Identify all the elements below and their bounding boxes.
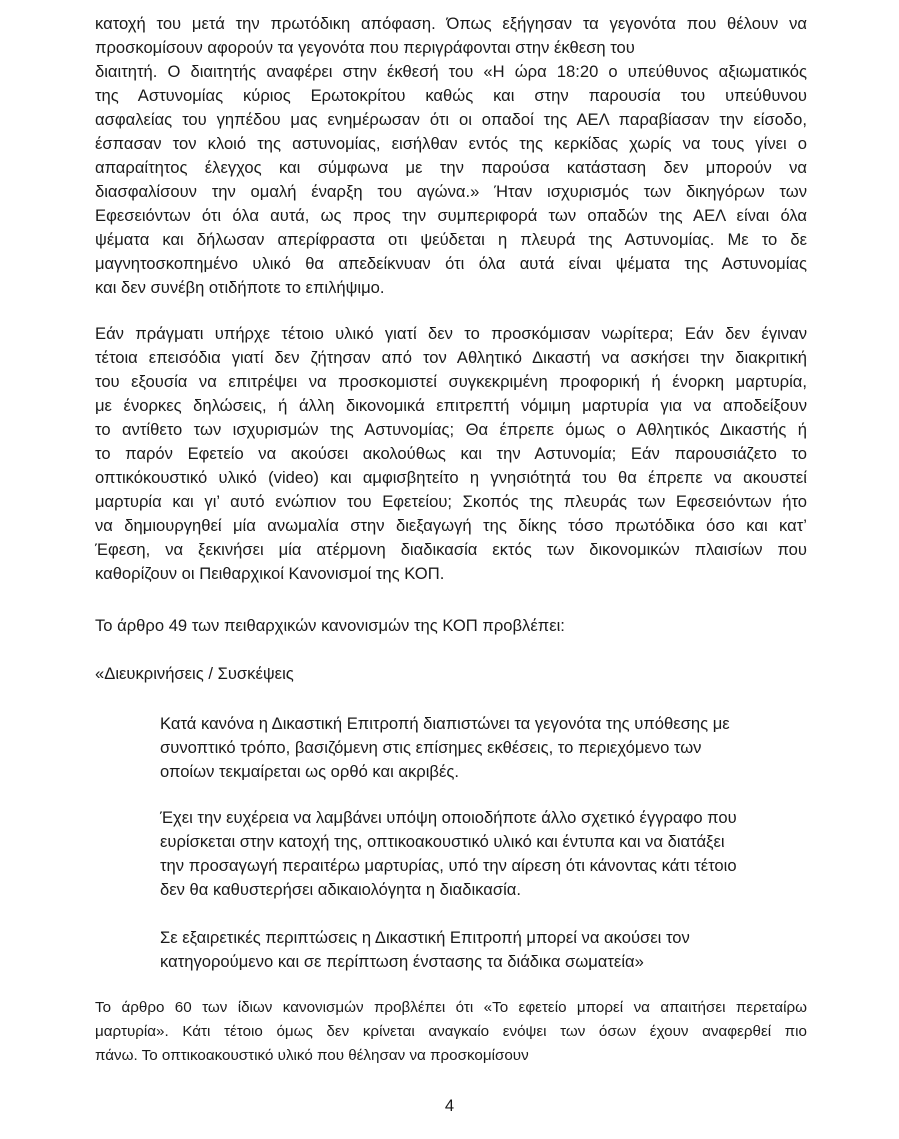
- text-line: έσπασαν τον κλοιό της αστυνομίας, εισήλθαν εντός της κερκίδας χωρίς να τους γίνει ο: [95, 134, 807, 153]
- text-line: Το άρθρο 60 των ίδιων κανονισμών προβλέπει ότι «Το εφετείο μπορεί να απαιτήσει περεταίρω: [95, 999, 807, 1016]
- text-line: μαγνητοσκοπημένο υλικό θα απεδείκνυαν ότι όλα αυτά είναι ψέματα της Αστυνομίας: [95, 254, 807, 273]
- quote-line: Έχει την ευχέρεια να λαμβάνει υπόψη οποιοδήποτε άλλο σχετικό έγγραφο που: [160, 808, 737, 827]
- quote-heading: «Διευκρινήσεις / Συσκέψεις: [95, 664, 294, 683]
- quote-line: ευρίσκεται στην κατοχή της, οπτικοακουστικό υλικό και έντυπα και να διατάξει: [160, 832, 725, 851]
- text-line: διασφαλίσουν την ομαλή έναρξη του αγώνα.» Ήταν ισχυρισμός των δικηγόρων των: [95, 182, 807, 201]
- text-line: Το άρθρο 49 των πειθαρχικών κανονισμών της ΚΟΠ προβλέπει:: [95, 616, 565, 635]
- text-line: τέτοια επεισόδια γιατί δεν ζήτησαν από τον Αθλητικό Δικαστή να ασκήσει την διακριτική: [95, 348, 807, 367]
- page-number: 4: [444, 1096, 455, 1115]
- text-line: της Αστυνομίας κύριος Ερωτοκρίτου καθώς και στην παρουσία του υπεύθυνου: [95, 86, 807, 105]
- text-line: με ένορκες δηλώσεις, ή άλλη δικονομικά επιτρεπτή νόμιμη μαρτυρία για να αποδείξουν: [95, 396, 807, 415]
- text-line: καθορίζουν οι Πειθαρχικοί Κανονισμοί της ΚΟΠ.: [95, 564, 445, 583]
- text-line: και δεν συνέβη οτιδήποτε το επιλήψιμο.: [95, 278, 385, 297]
- text-line: μαρτυρία». Κάτι τέτοιο όμως δεν κρίνεται αναγκαίο ενόψει των όσων έχουν αναφερθεί πιο: [95, 1023, 807, 1040]
- text-line: του εξουσία να επιτρέψει να προσκομιστεί συγκεκριμένη προφορική ή ένορκη μαρτυρία,: [95, 372, 807, 391]
- text-line: προσκομίσουν αφορούν τα γεγονότα που περιγράφονται στην έκθεση του: [95, 38, 635, 57]
- quote-line: την προσαγωγή περαιτέρω μαρτυρίας, υπό την αίρεση ότι κάνοντας κάτι τέτοιο: [160, 856, 737, 875]
- text-line: το αντίθετο των ισχυρισμών της Αστυνομίας; Θα έπρεπε όμως ο Αθλητικός Δικαστής ή: [95, 420, 807, 439]
- text-line: να δημιουργηθεί μία ανωμαλία στην διεξαγωγή της δίκης τόσο πρωτόδικα όσο και κατ’: [95, 516, 807, 535]
- text-line: διαιτητή. Ο διαιτητής αναφέρει στην έκθεσή του «Η ώρα 18:20 ο υπεύθυνος αξιωματικός: [95, 62, 807, 81]
- quote-line: οποίων τεκμαίρεται ως ορθό και ακριβές.: [160, 762, 459, 781]
- text-line: Έφεση, να ξεκινήσει μία ατέρμονη διαδικασία εκτός των δικονομικών πλαισίων που: [95, 540, 807, 559]
- text-line: το παρόν Εφετείο να ακούσει ακολούθως και την Αστυνομία; Εάν παρουσιάζετο το: [95, 444, 807, 463]
- text-line: Εάν πράγματι υπήρχε τέτοιο υλικό γιατί δεν το προσκόμισαν νωρίτερα; Εάν δεν έγιναν: [95, 324, 807, 343]
- quote-line: Σε εξαιρετικές περιπτώσεις η Δικαστική Επιτροπή μπορεί να ακούσει τον: [160, 928, 690, 947]
- text-line: πάνω. Το οπτικοακουστικό υλικό που θέλησαν να προσκομίσουν: [95, 1047, 529, 1064]
- text-line: απαραίτητος έλεγχος και σύμφωνα με την παρούσα κατάσταση δεν μπορούν να: [95, 158, 807, 177]
- text-line: οπτικόκουστικό υλικό (video) και αμφισβητείτο η γνησιότητά του θα έπρεπε να ακουστεί: [95, 468, 807, 487]
- text-line: ασφαλείας του γηπέδου μας ενημέρωσαν ότι οι οπαδοί της ΑΕΛ παραβίασαν την είσοδο,: [95, 110, 807, 129]
- text-line: μαρτυρία και γι’ αυτό ενώπιον του Εφετείου; Σκοπός της πλευράς των Εφεσειόντων ήτο: [95, 492, 807, 511]
- quote-line: κατηγορούμενο και σε περίπτωση ένστασης τα διάδικα σωματεία»: [160, 952, 644, 971]
- text-line: Εφεσειόντων ότι όλα αυτά, ως προς την συμπεριφορά των οπαδών της ΑΕΛ είναι όλα: [95, 206, 807, 225]
- text-line: ψέματα και δήλωσαν απερίφραστα οτι ψεύδεται η πλευρά της Αστυνομίας. Με το δε: [95, 230, 807, 249]
- text-line: κατοχή του μετά την πρωτόδικη απόφαση. Όπως εξήγησαν τα γεγονότα που θέλουν να: [95, 14, 807, 33]
- quote-line: Κατά κανόνα η Δικαστική Επιτροπή διαπιστώνει τα γεγονότα της υπόθεσης με: [160, 714, 730, 733]
- quote-line: συνοπτικό τρόπο, βασιζόμενη στις επίσημες εκθέσεις, το περιεχόμενο των: [160, 738, 702, 757]
- quote-line: δεν θα καθυστερήσει αδικαιολόγητα η διαδικασία.: [160, 880, 521, 899]
